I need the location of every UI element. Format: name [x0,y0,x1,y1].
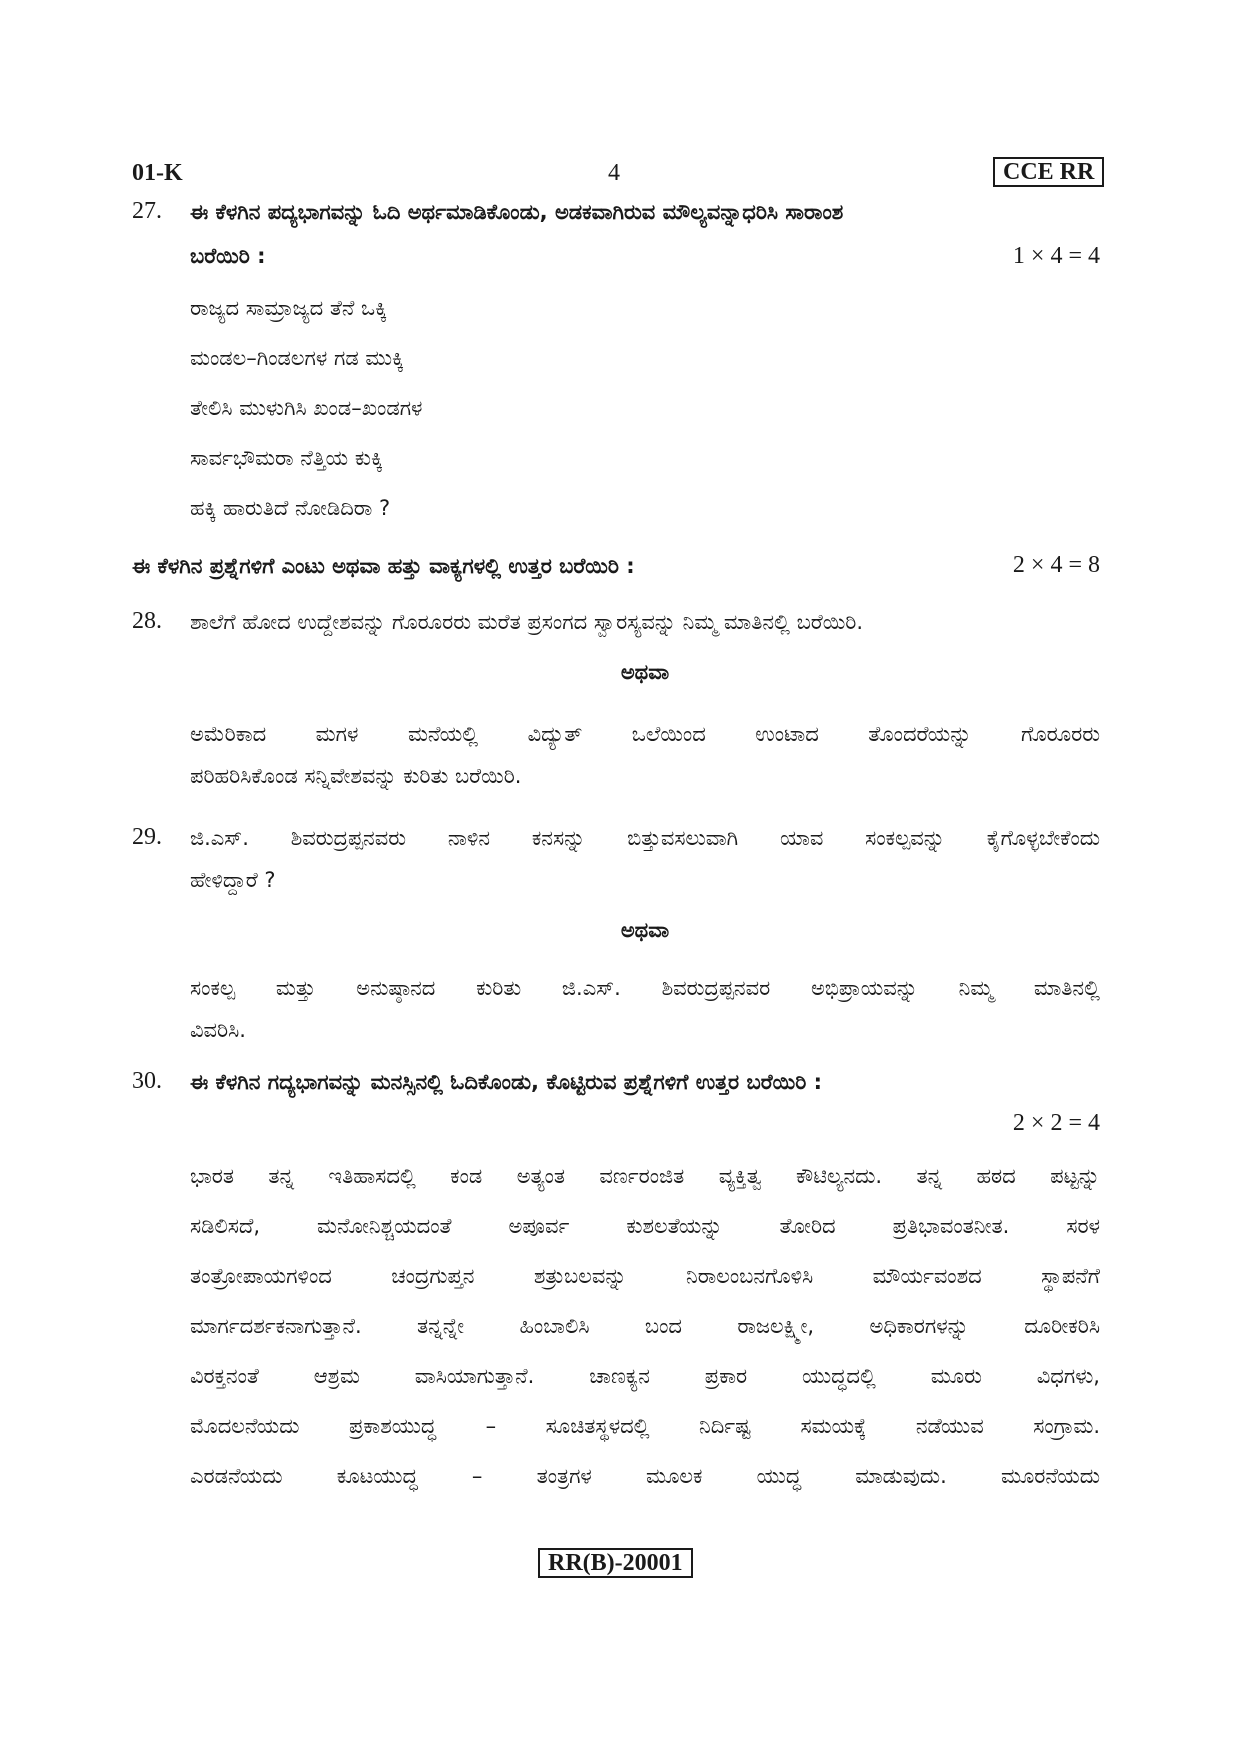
paper-code: 01-K [132,160,183,186]
section-instruction: ಈ ಕೆಳಗಿನ ಪ್ರಶ್ನೆಗಳಿಗೆ ಎಂಟು ಅಥವಾ ಹತ್ತು ವಾಕ್ಯಗಳಲ್ಲಿ ಉತ್ತರ ಬರೆಯಿರಿ : [132,554,635,578]
question-number-28: 28. [132,608,162,634]
q28-alt-line1: ಅಮೆರಿಕಾದ ಮಗಳ ಮನೆಯಲ್ಲಿ ವಿದ್ಯುತ್ ಒಲೆಯಿಂದ ಉಂಟಾದ ತೊಂದರೆಯನ್ನು ಗೊರೂರರು [190,722,1100,746]
question-number-29: 29. [132,824,162,850]
passage-line: ಎರಡನೆಯದು ಕೂಟಯುದ್ಧ – ತಂತ್ರಗಳ ಮೂಲಕ ಯುದ್ಧ ಮಾಡುವುದು. ಮೂರನೆಯದು [190,1464,1100,1488]
passage-line: ಭಾರತ ತನ್ನ ಇತಿಹಾಸದಲ್ಲಿ ಕಂಡ ಅತ್ಯಂತ ವರ್ಣರಂಜಿತ ವ್ಯಕ್ತಿತ್ವ ಕೌಟಿಲ್ಯನದು. ತನ್ನ ಹಠದ ಪಟ್ಟನ್ನು [190,1164,1100,1188]
poem-line: ರಾಜ್ಯದ ಸಾಮ್ರಾಜ್ಯದ ತೆನೆ ಒಕ್ಕಿ [190,296,387,320]
q27-marks: 1 × 4 = 4 [1012,243,1100,269]
poem-line: ತೇಲಿಸಿ ಮುಳುಗಿಸಿ ಖಂಡ–ಖಂಡಗಳ [190,396,423,420]
poem-line: ಹಕ್ಕಿ ಹಾರುತಿದೆ ನೋಡಿದಿರಾ ? [190,496,391,520]
q28-alt-line2: ಪರಿಹರಿಸಿಕೊಂಡ ಸನ್ನಿವೇಶವನ್ನು ಕುರಿತು ಬರೆಯಿರಿ. [190,764,522,788]
question-number-27: 27. [132,198,162,224]
q28-text: ಶಾಲೆಗೆ ಹೋದ ಉದ್ದೇಶವನ್ನು ಗೊರೂರರು ಮರೆತ ಪ್ರಸಂಗದ ಸ್ವಾರಸ್ಯವನ್ನು ನಿಮ್ಮ ಮಾತಿನಲ್ಲಿ ಬರೆಯಿರಿ. [190,610,864,634]
poem-line: ಮಂಡಲ–ಗಿಂಡಲಗಳ ಗಡ ಮುಕ್ಕಿ [190,346,404,370]
q29-alt-line2: ವಿವರಿಸಿ. [190,1018,246,1042]
q27-instruction-line1: ಈ ಕೆಳಗಿನ ಪದ್ಯಭಾಗವನ್ನು ಓದಿ ಅರ್ಥಮಾಡಿಕೊಂಡು, ಅಡಕವಾಗಿರುವ ಮೌಲ್ಯವನ್ನಾಧರಿಸಿ ಸಾರಾಂಶ [190,200,844,224]
page-number: 4 [608,160,620,186]
passage-line: ಸಡಿಲಿಸದೆ, ಮನೋನಿಶ್ಚಯದಂತೆ ಅಪೂರ್ವ ಕುಶಲತೆಯನ್ನು ತೋರಿದ ಪ್ರತಿಭಾವಂತನೀತ. ಸರಳ [190,1214,1100,1238]
question-number-30: 30. [132,1068,162,1094]
or-separator: ಅಥವಾ [620,660,670,684]
passage-line: ಮೊದಲನೆಯದು ಪ್ರಕಾಶಯುದ್ಧ – ಸೂಚಿತಸ್ಥಳದಲ್ಲಿ ನಿರ್ದಿಷ್ಟ ಸಮಯಕ್ಕೆ ನಡೆಯುವ ಸಂಗ್ರಾಮ. [190,1414,1100,1438]
q27-instruction-line2: ಬರೆಯಿರಿ : [190,244,266,268]
poem-line: ಸಾರ್ವಭೌಮರಾ ನೆತ್ತಿಯ ಕುಕ್ಕಿ [190,446,383,470]
cce-rr-label: CCE RR [993,157,1104,187]
section-marks: 2 × 4 = 8 [1012,552,1100,578]
q30-instruction: ಈ ಕೆಳಗಿನ ಗದ್ಯಭಾಗವನ್ನು ಮನಸ್ಸಿನಲ್ಲಿ ಓದಿಕೊಂಡು, ಕೊಟ್ಟಿರುವ ಪ್ರಶ್ನೆಗಳಿಗೆ ಉತ್ತರ ಬರೆಯಿರಿ : [190,1070,822,1094]
q29-alt-line1: ಸಂಕಲ್ಪ ಮತ್ತು ಅನುಷ್ಠಾನದ ಕುರಿತು ಜಿ.ಎಸ್. ಶಿವರುದ್ರಪ್ಪನವರ ಅಭಿಪ್ರಾಯವನ್ನು ನಿಮ್ಮ ಮಾತಿನಲ್ಲಿ [190,976,1100,1000]
footer-code: RR(B)-20001 [538,1548,693,1578]
passage-line: ತಂತ್ರೋಪಾಯಗಳಿಂದ ಚಂದ್ರಗುಪ್ತನ ಶತ್ರುಬಲವನ್ನು ನಿರಾಲಂಬನಗೊಳಿಸಿ ಮೌರ್ಯವಂಶದ ಸ್ಥಾಪನೆಗೆ [190,1264,1100,1288]
or-separator: ಅಥವಾ [620,918,670,942]
q30-marks: 2 × 2 = 4 [1012,1110,1100,1136]
q29-line2: ಹೇಳಿದ್ದಾರೆ ? [190,868,276,892]
q29-line1: ಜಿ.ಎಸ್. ಶಿವರುದ್ರಪ್ಪನವರು ನಾಳಿನ ಕನಸನ್ನು ಬಿತ್ತುವಸಲುವಾಗಿ ಯಾವ ಸಂಕಲ್ಪವನ್ನು ಕೈಗೊಳ್ಳಬೇಕೆಂದು [190,826,1100,850]
passage-line: ವಿರಕ್ತನಂತೆ ಆಶ್ರಮ ವಾಸಿಯಾಗುತ್ತಾನೆ. ಚಾಣಕ್ಯನ ಪ್ರಕಾರ ಯುದ್ಧದಲ್ಲಿ ಮೂರು ವಿಧಗಳು, [190,1364,1100,1388]
passage-line: ಮಾರ್ಗದರ್ಶಕನಾಗುತ್ತಾನೆ. ತನ್ನನ್ನೇ ಹಿಂಬಾಲಿಸಿ ಬಂದ ರಾಜಲಕ್ಷ್ಮೀ, ಅಧಿಕಾರಗಳನ್ನು ದೂರೀಕರಿಸಿ [190,1314,1100,1338]
